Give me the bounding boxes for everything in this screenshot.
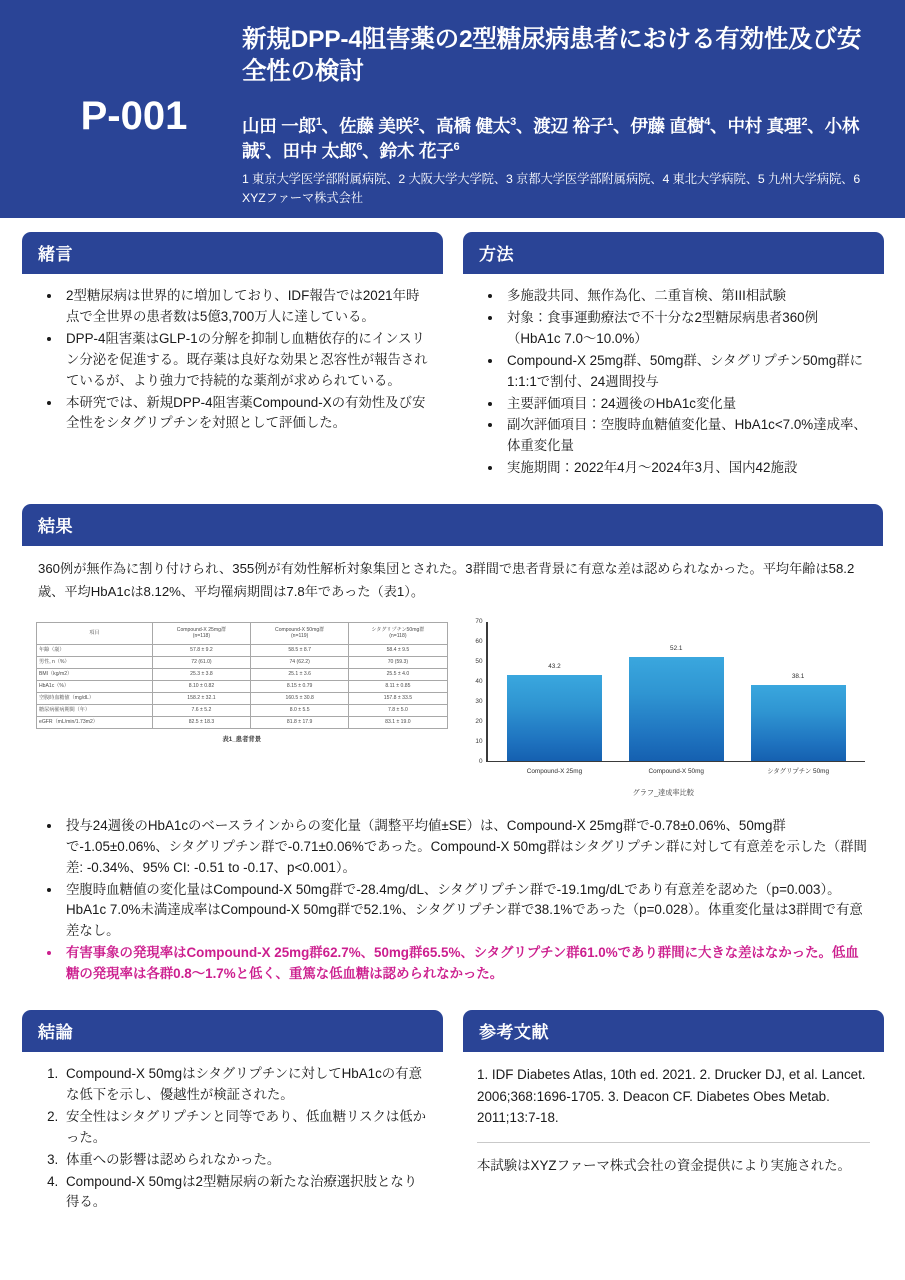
figure-patient-background-table [36,622,448,745]
conclusion-references-row [22,1010,883,1238]
table-row [37,668,448,680]
section-body-results [22,546,883,996]
list-item: • DPP-4阻害薬はGLP-1の分解を抑制し血糖依存的にインスリン分泌を促進する。既存薬は良好な効果と忍容性が報告されているが、より強力で持続的な薬剤が求められている。 [62,329,429,392]
table-column-header: Compound-X 50mg群 (n=119) [251,622,349,644]
table-body [37,644,448,728]
y-axis-tick-label: 10 [475,737,483,745]
bar [629,657,724,760]
table-cell: 58.5 ± 8.7 [251,644,349,656]
section-heading-introduction: 緒言 [22,232,443,274]
list-item: • 有害事象の発現率はCompound-X 25mg群62.7%、50mg群65.5%、シタグリプチン群61.0%であり群間に大きな差はなかった。低血糖の発現率は各群0.8〜1.7%と低く、重篤な低血糖は認められなかった。 [62,943,869,985]
table-row [37,692,448,704]
bar [751,685,846,761]
table-head [37,622,448,644]
list-item: 3. 体重への影響は認められなかった。 [62,1150,429,1171]
table-row [37,644,448,656]
table-row [37,716,448,728]
section-methods [463,232,884,490]
y-axis-tick-label: 20 [475,717,483,725]
introduction-bullet-list [36,286,429,434]
table-caption: 表1_患者背景 [222,735,261,743]
table-cell: 7.8 ± 5.0 [349,704,447,716]
table-cell: 82.5 ± 18.3 [152,716,250,728]
poster-title-area [242,18,879,209]
section-heading-methods: 方法 [463,232,884,274]
table-cell: 7.6 ± 5.2 [152,704,250,716]
bar-value-label: 52.1 [670,645,683,653]
table-row [37,704,448,716]
y-axis-tick-label: 50 [475,657,483,665]
methods-bullet-list [477,286,870,479]
intro-methods-row [22,232,883,504]
poster-number: P-001 [80,94,188,138]
list-item: • 主要評価項目：24週後のHbA1c変化量 [503,394,870,415]
section-body-introduction [22,274,443,445]
results-bullet-list [36,816,869,985]
table-row-label: 年齢（歳） [37,644,153,656]
list-item: • 実施期間：2022年4月〜2024年3月、国内42施設 [503,458,870,479]
table-cell: 157.8 ± 33.5 [349,692,447,704]
figure-achievement-rate-chart [458,617,870,798]
y-axis-tick-label: 40 [475,677,483,685]
table-row-label: 糖尿病罹病期間（年） [37,704,153,716]
bar [507,675,602,761]
section-references [463,1010,884,1187]
patient-background-table [36,622,448,729]
y-axis-tick-label: 30 [475,697,483,705]
table-cell: 160.5 ± 30.8 [251,692,349,704]
x-axis-category-label: シタグリプチン 50mg [767,767,830,775]
list-item: 4. Compound-X 50mgは2型糖尿病の新たな治療選択肢となり得る。 [62,1172,429,1214]
chart-plot-area [462,617,866,765]
table-column-header: 項目 [37,622,153,644]
section-results [22,504,883,996]
poster-content [0,218,905,1238]
chart-bars-container [488,622,866,762]
list-item: • 投与24週後のHbA1cのベースラインからの変化量（調整平均値±SE）は、Compound-X 25mg群で-0.78±0.06%、50mg群で-1.05±0.06%、シタグリプチン群で-0.71±0.06%であった。Compound-X 50mg群はシタグリプチン群に対して有意差を示した（群間差: -0.34%、95% CI: -0.51 to -0.17、p<0.001）。 [62,816,869,879]
reference-citations: 1. IDF Diabetes Atlas, 10th ed. 2021. 2. Drucker DJ, et al. Lancet. 2006;368:1696-1705. 3. Deacon CF. Diabetes Obes Metab. 2011;13:7-18. [477,1067,866,1126]
section-heading-conclusion: 結論 [22,1010,443,1052]
list-item: • 副次評価項目：空腹時血糖値変化量、HbA1c<7.0%達成率、体重変化量 [503,415,870,457]
table-column-header: シタグリプチン50mg群 (n=118) [349,622,447,644]
list-item: • 空腹時血糖値の変化量はCompound-X 50mg群で-28.4mg/dL、シタグリプチン群で-19.1mg/dLであり有意差を認めた（p=0.003）。HbA1c 7.0%未満達成率はCompound-X 50mg群で52.1%、シタグリプチン群で38.1%であった（p=0.028）。体重変化量は3群間で有意差なし。 [62,880,869,943]
reference-divider [477,1142,870,1143]
chart-y-axis [462,617,488,765]
list-item: • Compound-X 25mg群、50mg群、シタグリプチン50mg群に1:1:1で割付、24週間投与 [503,351,870,393]
affiliation-list: 1 東京大学医学部附属病院、2 大阪大学大学院、3 京都大学医学部附属病院、4 東北大学病院、5 九州大学病院、6 XYZファーマ株式会社 [242,172,861,206]
section-body-conclusion [22,1052,443,1224]
section-introduction [22,232,443,445]
table-cell: 81.8 ± 17.9 [251,716,349,728]
results-figures-row [36,617,869,798]
funding-statement: 本試験はXYZファーマ株式会社の資金提供により実施された。 [477,1158,851,1174]
poster-header-banner [0,0,905,218]
results-intro-paragraph: 360例が無作為に割り付けられ、355例が有効性解析対象集団とされた。3群間で患者背景に有意な差は認められなかった。平均年齢は58.2歳、平均HbA1cは8.12%、平均罹病期間は7.8年であった（表1）。 [38,561,855,599]
table-cell: 8.15 ± 0.79 [251,680,349,692]
table-row [37,656,448,668]
bar-chart [458,617,870,777]
table-cell: 70 (59.3) [349,656,447,668]
table-row-label: 空腹時血糖値（mg/dL） [37,692,153,704]
table-row-label: eGFR（mL/min/1.73m2） [37,716,153,728]
table-row [37,680,448,692]
table-cell: 72 (61.0) [152,656,250,668]
table-cell: 83.1 ± 19.0 [349,716,447,728]
poster-number-area [26,18,242,136]
section-body-methods [463,274,884,490]
x-axis-category-label: Compound-X 25mg [526,767,583,775]
section-heading-results: 結果 [22,504,883,546]
table-cell: 8.11 ± 0.85 [349,680,447,692]
table-cell: 8.0 ± 5.5 [251,704,349,716]
list-item: • 対象：食事運動療法で不十分な2型糖尿病患者360例（HbA1c 7.0〜10.0%） [503,308,870,350]
table-row-label: HbA1c（%） [37,680,153,692]
table-cell: 8.10 ± 0.82 [152,680,250,692]
y-axis-tick-label: 70 [475,617,483,625]
table-header-row [37,622,448,644]
section-body-references [463,1052,884,1187]
table-cell: 25.1 ± 3.6 [251,668,349,680]
section-heading-references: 参考文献 [463,1010,884,1052]
author-list: 山田 一郎$^1$、佐藤 美咲$^2$、高橋 健太$^3$、渡辺 裕子$^1$、伊藤 直樹$^4$、中村 真理$^2$、小林 誠$^5$、田中 太郎$^6$、鈴木 花子$^6$ [242,115,860,162]
table-cell: 57.8 ± 9.2 [152,644,250,656]
list-item: • 本研究では、新規DPP-4阻害薬Compound-Xの有効性及び安全性をシタグリプチンを対照として評価した。 [62,393,429,435]
bar-column [507,622,602,761]
bar-value-label: 43.2 [548,662,561,670]
section-conclusion [22,1010,443,1224]
bar-column [629,622,724,761]
chart-x-axis-labels [462,767,866,777]
table-column-header: Compound-X 25mg群 (n=118) [152,622,250,644]
list-item: 1. Compound-X 50mgはシタグリプチンに対してHbA1cの有意な低下を示し、優越性が検証された。 [62,1064,429,1106]
bar-column [751,622,846,761]
table-cell: 25.5 ± 4.0 [349,668,447,680]
page-title: 新規DPP-4阻害薬の2型糖尿病患者における有効性及び安全性の検討 [242,26,862,85]
table-row-label: BMI（kg/m2） [37,668,153,680]
list-item: • 2型糖尿病は世界的に増加しており、IDF報告では2021年時点で全世界の患者数は5億3,700万人に達している。 [62,286,429,328]
table-cell: 74 (62.2) [251,656,349,668]
table-cell: 25.3 ± 3.8 [152,668,250,680]
x-axis-category-label: Compound-X 50mg [648,767,704,775]
y-axis-tick-label: 60 [475,637,483,645]
list-item: • 多施設共同、無作為化、二重盲検、第III相試験 [503,286,870,307]
bar-value-label: 38.1 [791,672,805,680]
list-item: 2. 安全性はシタグリプチンと同等であり、低血糖リスクは低かった。 [62,1107,429,1149]
table-cell: 58.4 ± 9.5 [349,644,447,656]
table-cell: 158.2 ± 32.1 [152,692,250,704]
conclusion-numbered-list [36,1064,429,1213]
y-axis-tick-label: 0 [478,757,483,765]
table-row-label: 男性, n（%） [37,656,153,668]
chart-caption: グラフ_達成率比較 [632,787,694,797]
